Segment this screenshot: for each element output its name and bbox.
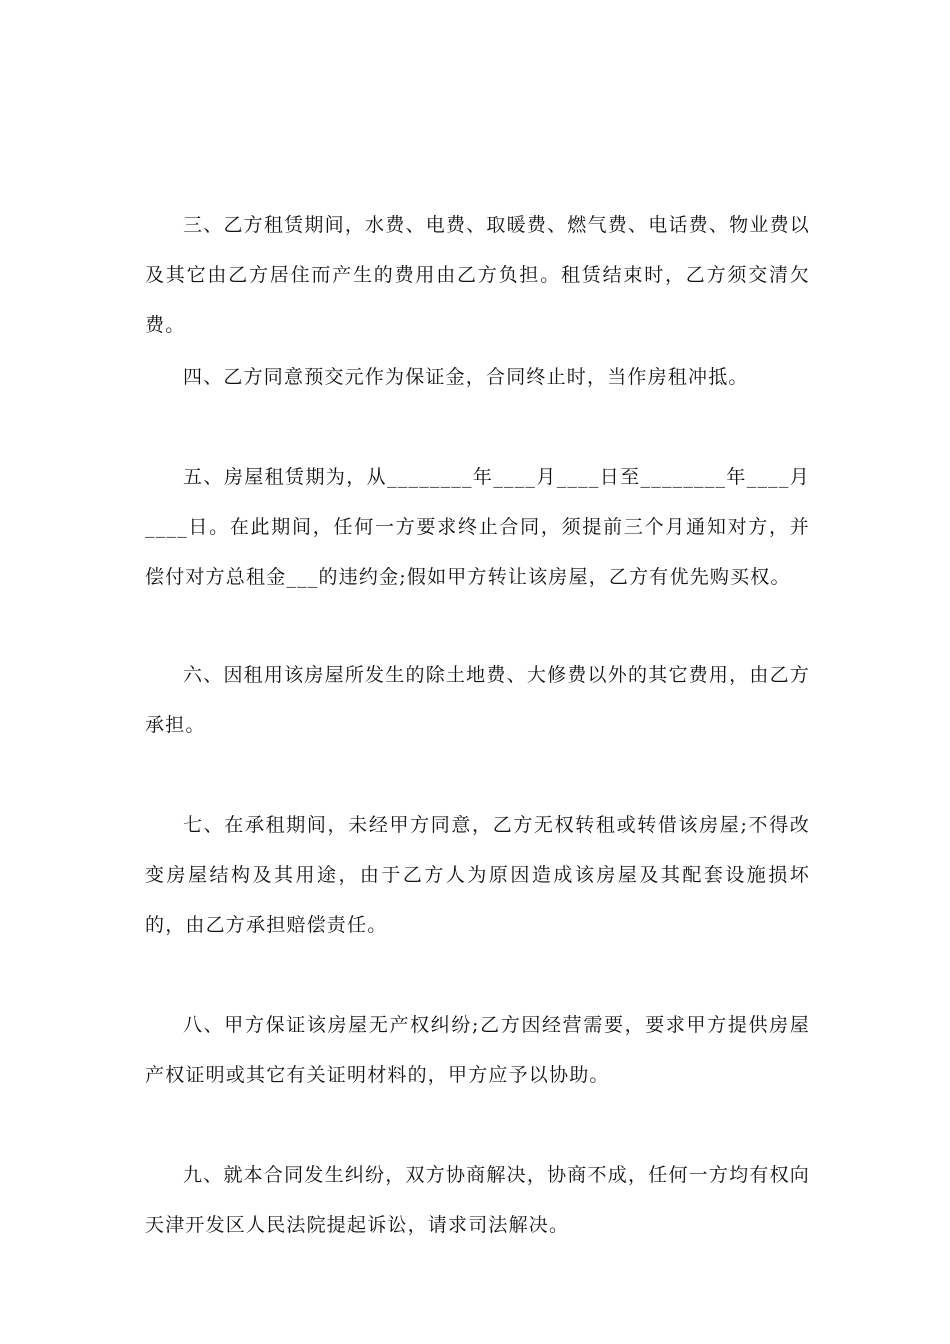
- clause-three: 三、乙方租赁期间，水费、电费、取暖费、燃气费、电话费、物业费以及其它由乙方居住而产生的费用由乙方负担。租赁结束时，乙方须交清欠费。: [145, 214, 810, 336]
- clause-seven: 七、在承租期间，未经甲方同意，乙方无权转租或转借该房屋;不得改变房屋结构及其用途，由于乙方人为原因造成该房屋及其配套设施损坏的，由乙方承担赔偿责任。: [145, 814, 810, 936]
- clause-nine: 九、就本合同发生纠纷，双方协商解决，协商不成，任何一方均有权向天津开发区人民法院提起诉讼，请求司法解决。: [145, 1164, 810, 1236]
- clause-six: 六、因租用该房屋所发生的除土地费、大修费以外的其它费用，由乙方承担。: [145, 664, 810, 736]
- clause-eight: 八、甲方保证该房屋无产权纠纷;乙方因经营需要，要求甲方提供房屋产权证明或其它有关证明材料的，甲方应予以协助。: [145, 1014, 810, 1086]
- clause-five: 五、房屋租赁期为，从________年____月____日至________年____月____日。在此期间，任何一方要求终止合同，须提前三个月通知对方，并偿付对方总租金___的违约金;假如甲方转让该房屋，乙方有优先购买权。: [145, 466, 810, 588]
- clause-four: 四、乙方同意预交元作为保证金，合同终止时，当作房租冲抵。: [183, 366, 749, 388]
